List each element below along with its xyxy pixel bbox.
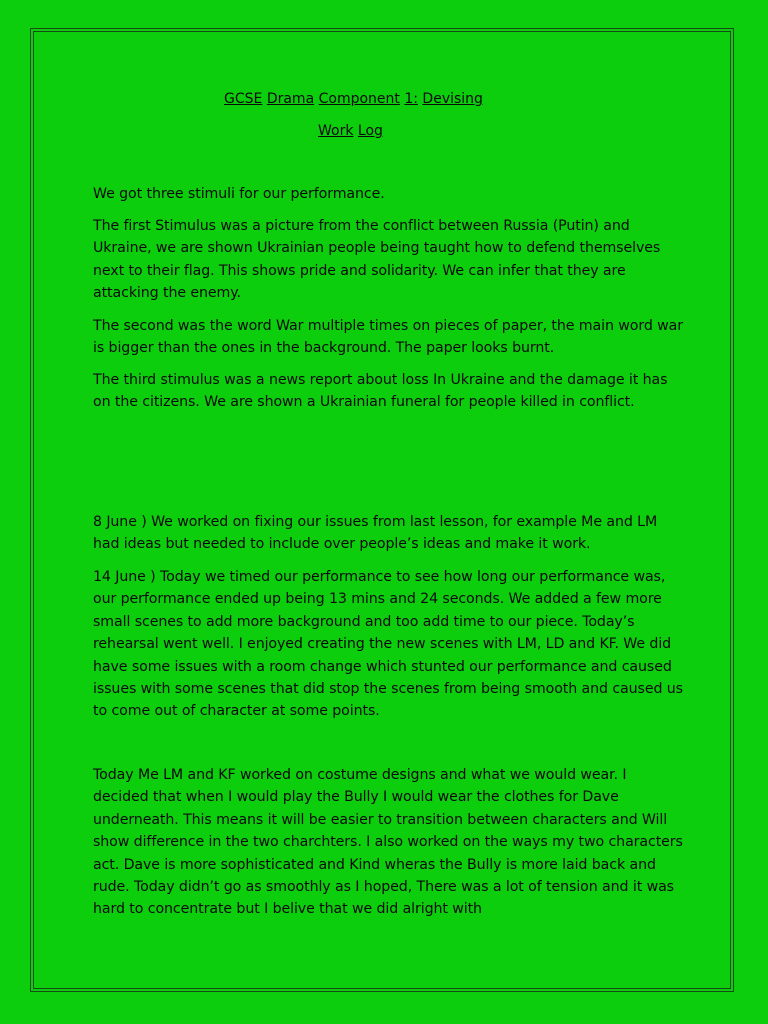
paragraph-first-stimulus: The first Stimulus was a picture from the conflict between Russia (Putin) and Ukraine, we are shown Ukrainian people being taught how to defend themselves next to their flag. This shows pride and solidarity. We can infer that they are attacking the enemy. xyxy=(93,218,661,302)
title-word: Component xyxy=(318,91,400,107)
paragraph-stimuli-intro: We got three stimuli for our performance. xyxy=(93,186,385,202)
title-word: Devising xyxy=(422,91,483,107)
paragraph-log-14-june: 14 June ) Today we timed our performance to see how long our performance was, our performance ended up being 13 mins and 24 seconds. We added a few more small scenes to add more background and too add time to our piece. Today’s rehearsal went well. I enjoyed creating the new scenes with LM, LD and KF. We did have some issues with a room change which stunted our performance and caused issues with some scenes that did stop the scenes from being smooth and caused us to come out of character at some points. xyxy=(93,569,683,720)
document-title xyxy=(0,90,768,108)
subtitle-word: Log xyxy=(357,123,383,139)
paragraph-second-stimulus: The second was the word War multiple times on pieces of paper, the main word war is bigger than the ones in the background. The paper looks burnt. xyxy=(93,318,683,357)
title-word: 1: xyxy=(404,91,418,107)
document-subtitle xyxy=(0,122,768,140)
paragraph-log-8-june: 8 June ) We worked on fixing our issues from last lesson, for example Me and LM had ideas but needed to include over people’s ideas and make it work. xyxy=(93,514,658,553)
paragraph-third-stimulus: The third stimulus was a news report about loss In Ukraine and the damage it has on the citizens. We are shown a Ukrainian funeral for people killed in conflict. xyxy=(93,372,668,411)
title-word: GCSE xyxy=(224,91,263,107)
title-word: Drama xyxy=(266,91,315,107)
paragraph-costume-design: Today Me LM and KF worked on costume designs and what we would wear. I decided that when I would play the Bully I would wear the clothes for Dave underneath. This means it will be easier to transition between characters and Will show difference in the two charchters. I also worked on the ways my two characters act. Dave is more sophisticated and Kind wheras the Bully is more laid back and rude. Today didn’t go as smoothly as I hoped, There was a lot of tension and it was hard to concentrate but I belive that we did alright with xyxy=(93,767,683,918)
subtitle-word: Work xyxy=(318,123,354,139)
